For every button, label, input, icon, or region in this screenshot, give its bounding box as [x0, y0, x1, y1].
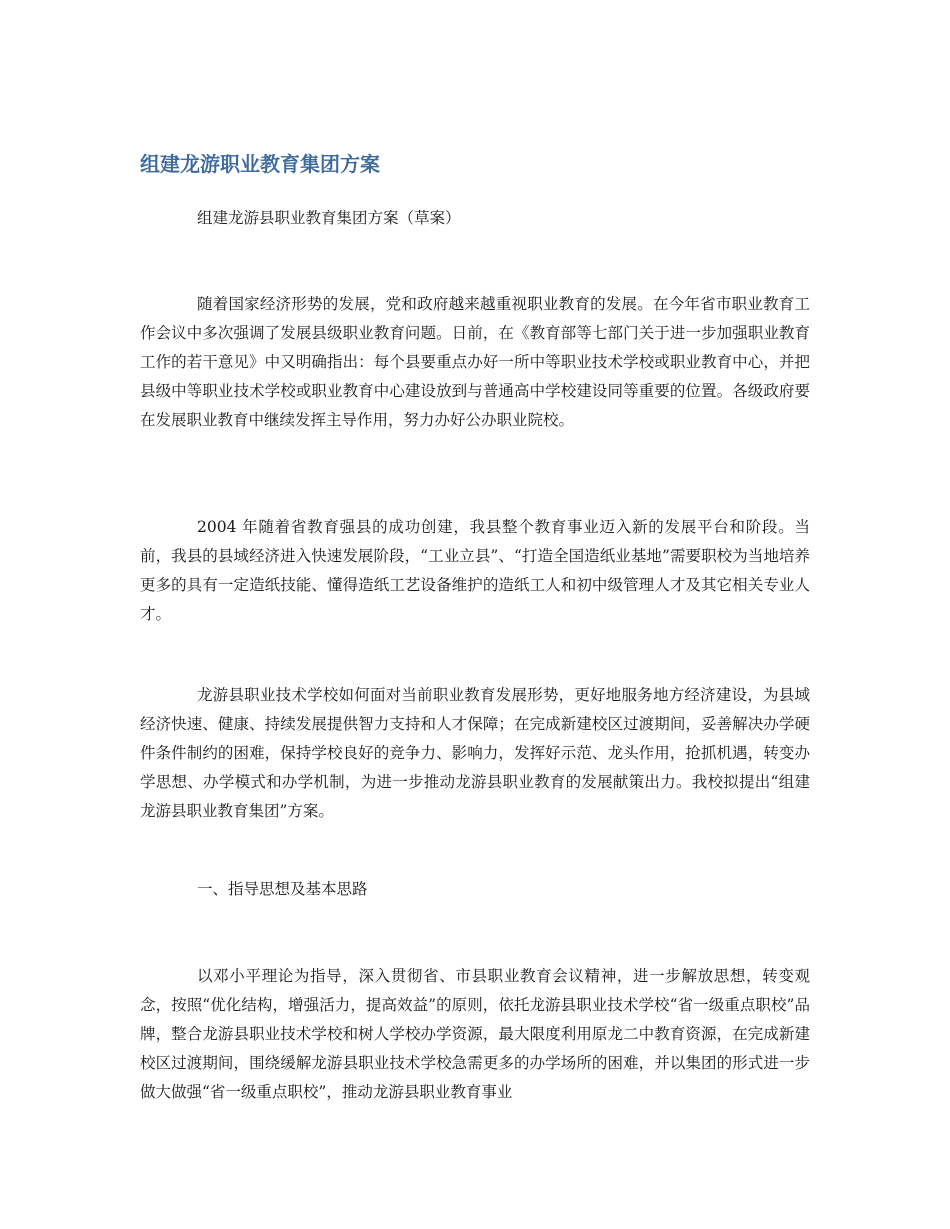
section-heading: 一、指导思想及基本思路 — [197, 880, 368, 898]
paragraph-proposal: 龙游县职业技术学校如何面对当前职业教育发展形势，更好地服务地方经济建设，为县域经济快速、健康、持续发展提供智力支持和人才保障；在完成新建校区过渡期间，妥善解决办学硬件条件制约的困难，保持学校良好的竞争力、影响力，发挥好示范、龙头作用，抢抓机遇，转变办学思想、办学模式和办学机制，为进一步推动龙游县职业教育的发展献策出力。我校拟提出“组建龙游县职业教育集团”方案。 — [140, 686, 810, 820]
paragraph-guiding-ideas: 以邓小平理论为指导，深入贯彻省、市县职业教育会议精神，进一步解放思想，转变观念，按照“优化结构，增强活力，提高效益”的原则，依托龙游县职业技术学校“省一级重点职校”品牌，整合龙游县职业技术学校和树人学校办学资源，最大限度利用原龙二中教育资源，在完成新建校区过渡期间，围绕缓解龙游县职业技术学校急需更多的办学场所的困难，并以集团的形式进一步做大做强“省一级重点职校”，推动龙游县职业教育事业 — [140, 967, 810, 1101]
paragraph-county-status: 2004 年随着省教育强县的成功创建，我县整个教育事业迈入新的发展平台和阶段。当前，我县的县域经济进入快速发展阶段，“工业立县”、“打造全国造纸业基地”需要职校为当地培养更多的具有一定造纸技能、懂得造纸工艺设备维护的造纸工人和初中级管理人才及其它相关专业人才。 — [140, 518, 810, 623]
document-subtitle: 组建龙游县职业教育集团方案（草案） — [197, 209, 461, 227]
document-title: 组建龙游职业教育集团方案 — [140, 152, 380, 176]
paragraph-background: 随着国家经济形势的发展，党和政府越来越重视职业教育的发展。在今年省市职业教育工作会议中多次强调了发展县级职业教育问题。日前，在《教育部等七部门关于进一步加强职业教育工作的若干意见》中又明确指出：每个县要重点办好一所中等职业技术学校或职业教育中心，并把县级中等职业技术学校或职业教育中心建设放到与普通高中学校建设同等重要的位置。各级政府要在发展职业教育中继续发挥主导作用，努力办好公办职业院校。 — [140, 295, 810, 429]
